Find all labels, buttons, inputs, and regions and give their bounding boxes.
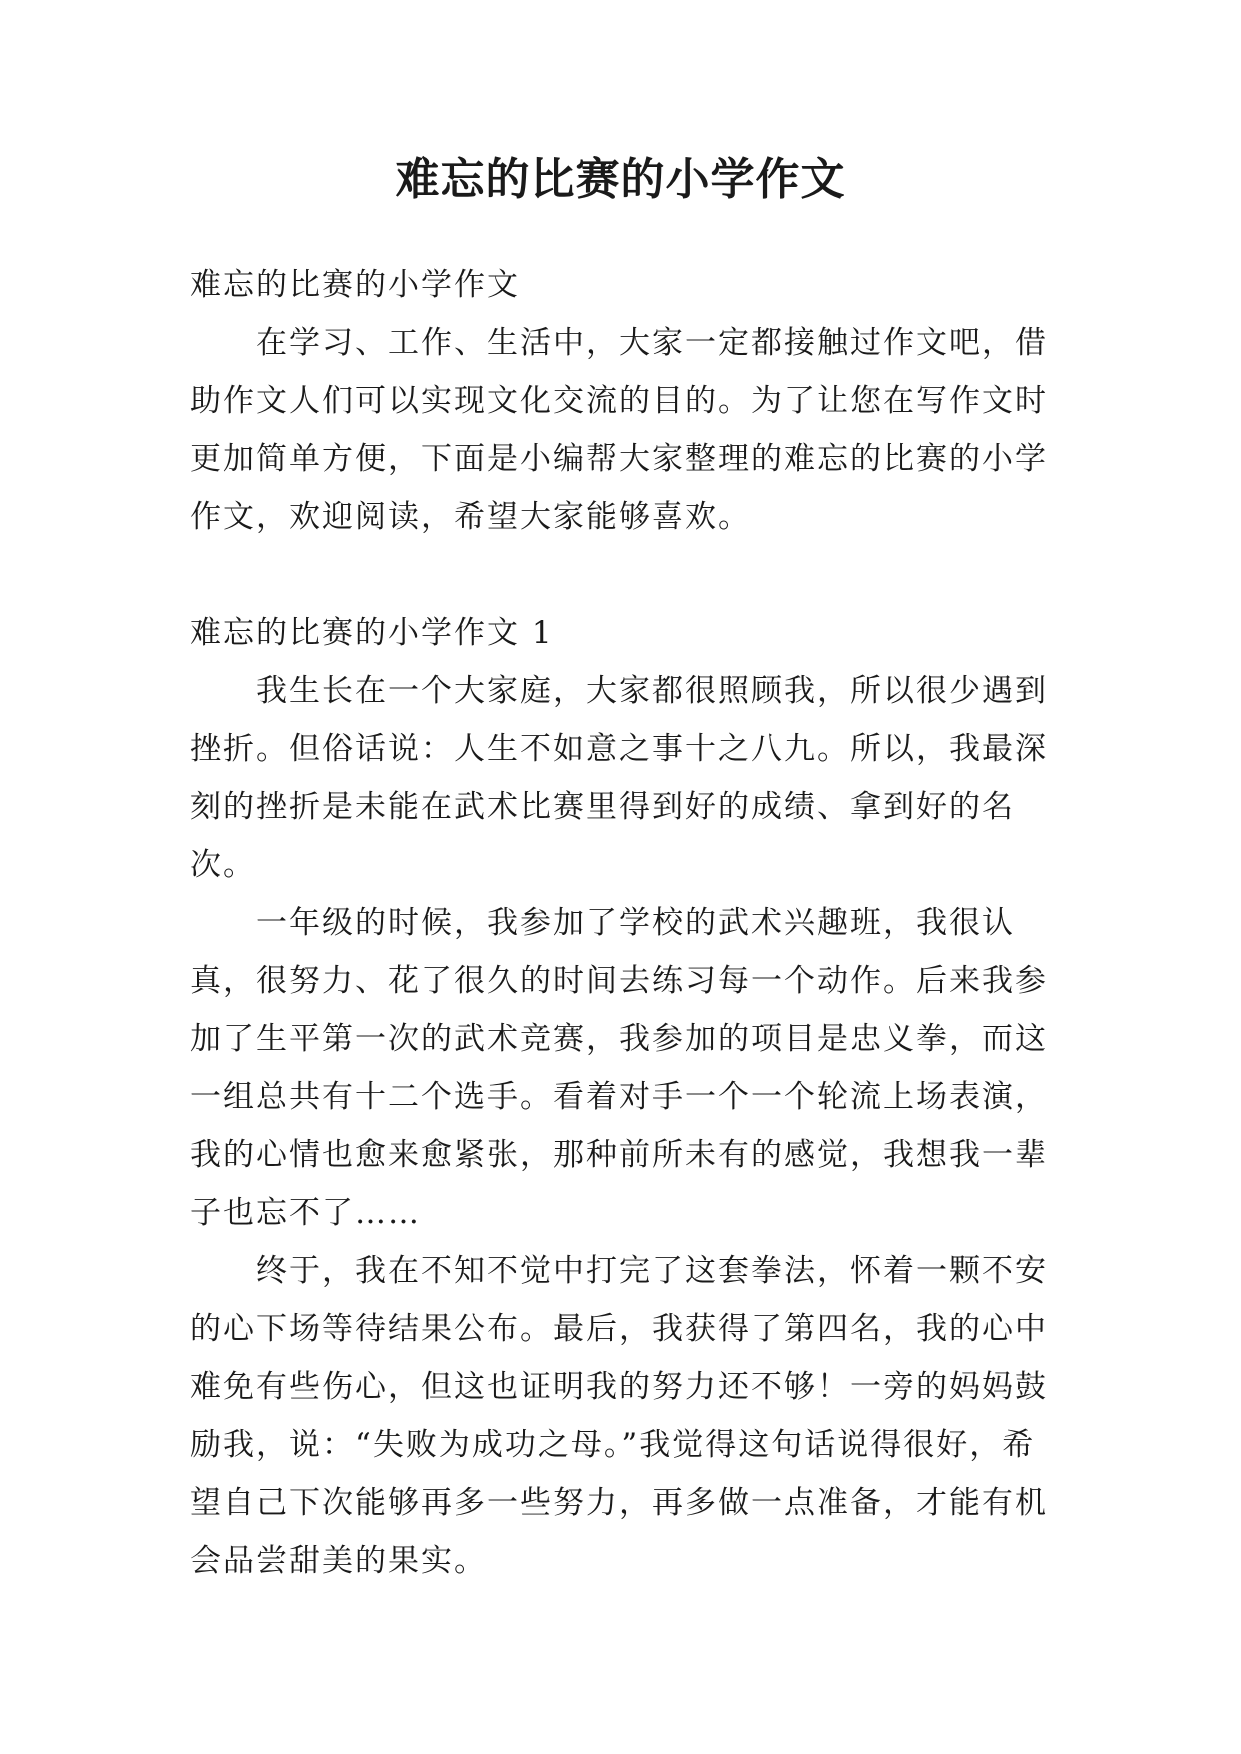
blank-line [190,546,1060,604]
essay-paragraph-1: 我生长在一个大家庭，大家都很照顾我，所以很少遇到挫折。但俗话说：人生不如意之事十之八九。所以，我最深刻的挫折是未能在武术比赛里得到好的成绩、拿到好的名次。 [190,673,1048,883]
essay-heading: 难忘的比赛的小学作文 1 [190,615,554,651]
intro-paragraph: 在学习、工作、生活中，大家一定都接触过作文吧，借助作文人们可以实现文化交流的目的。为了让您在写作文时更加简单方便，下面是小编帮大家整理的难忘的比赛的小学作文，欢迎阅读，希望大家能够喜欢。 [190,325,1048,535]
section-heading: 难忘的比赛的小学作文 [190,267,520,303]
document-title: 难忘的比赛的小学作文 [395,154,846,205]
essay-paragraph-3: 终于，我在不知不觉中打完了这套拳法，怀着一颗不安的心下场等待结果公布。最后，我获得了第四名，我的心中难免有些伤心，但这也证明我的努力还不够！一旁的妈妈鼓励我，说：“失败为成功之母。”我觉得这句话说得很好，希望自己下次能够再多一些努力，再多做一点准备，才能有机会品尝甜美的果实。 [190,1253,1048,1579]
essay-paragraph-2: 一年级的时候，我参加了学校的武术兴趣班，我很认真，很努力、花了很久的时间去练习每一个动作。后来我参加了生平第一次的武术竞赛，我参加的项目是忠义拳，而这一组总共有十二个选手。看着对手一个一个轮流上场表演，我的心情也愈来愈紧张，那种前所未有的感觉，我想我一辈子也忘不了…… [190,905,1048,1231]
document-body [190,256,1060,1590]
